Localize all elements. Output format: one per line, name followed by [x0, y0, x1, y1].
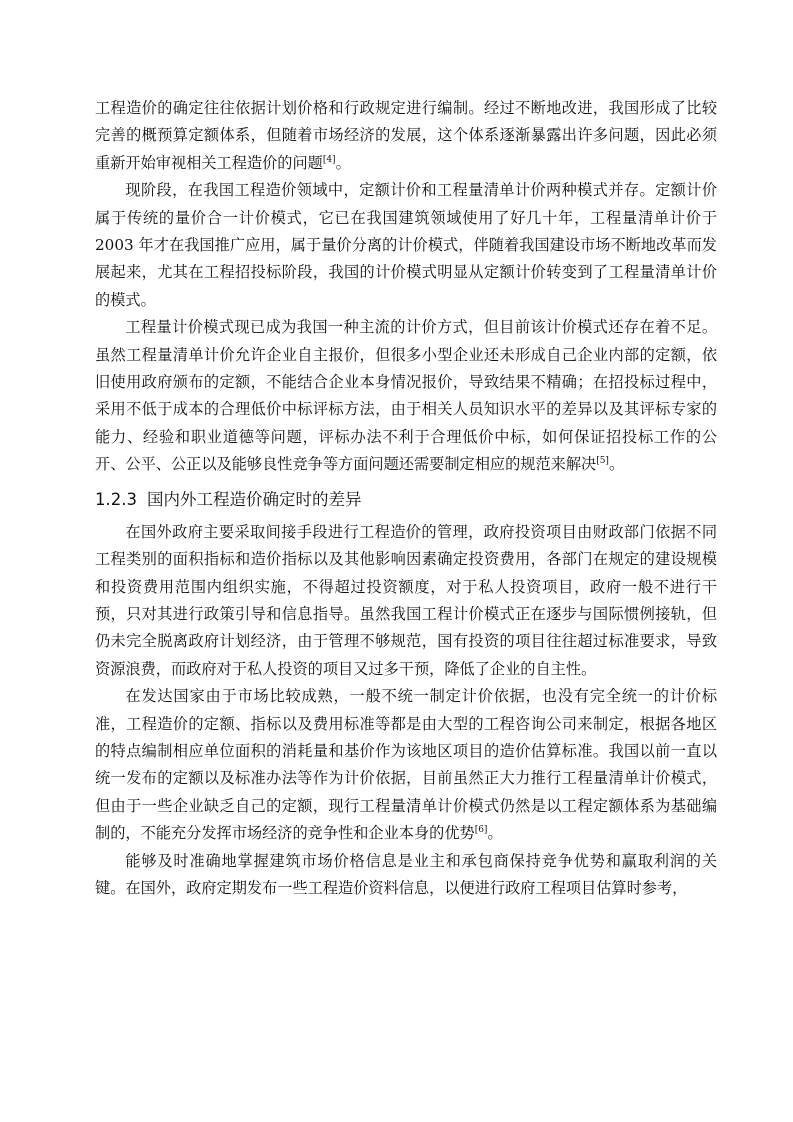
paragraph-2: 现阶段，在我国工程造价领域中，定额计价和工程量清单计价两种模式并存。定额计价属于传统的量价合一计价模式，它已在我国建筑领域使用了好几十年，工程量清单计价于 2003 年才在我国推广应用，属于量价分离的计价模式，伴随着我国建设市场不断地改革而发展起来，尤其在工程招投标阶段，我国的计价模式明显从定额计价转变到了工程量清单计价的模式。 — [95, 181, 717, 309]
paragraph-text: 工程造价的确定往往依据计划价格和行政规定进行编制。经过不断地改进，我国形成了比较完善的概预算定额体系，但随着市场经济的发展，这个体系逐渐暴露出许多问题，因此必须重新开始审视相关工程造价的问题 — [95, 99, 717, 172]
paragraph-1 — [95, 95, 717, 177]
section-heading — [95, 485, 717, 515]
section-title: 国内外工程造价确定时的差异 — [147, 489, 362, 509]
paragraph-text: 在发达国家由于市场比较成熟，一般不统一制定计价依据，也没有完全统一的计价标准，工程造价的定额、指标以及费用标准等都是由大型的工程咨询公司来制定，根据各地区的特点编制相应单位面积的消耗量和基价作为该地区项目的造价估算标准。我国以前一直以统一发布的定额以及标准办法等作为计价依据，目前虽然正大力推行工程量清单计价模式，但由于一些企业缺乏自己的定额，现行工程量清单计价模式仍然是以工程定额体系为基础编制的，不能充分发挥市场经济的竞争性和企业本身的优势 — [95, 687, 717, 843]
paragraph-text: 工程量计价模式现已成为我国一种主流的计价方式，但目前该计价模式还存在着不足。虽然工程量清单计价允许企业自主报价，但很多小型企业还未形成自己企业内部的定额，依旧使用政府颁布的定额，不能结合企业本身情况报价，导致结果不精确；在招投标过程中，采用不低于成本的合理低价中标评标方法，由于相关人员知识水平的差异以及其评标专家的能力、经验和职业道德等问题，评标办法不利于合理低价中标，如何保证招投标工作的公开、公平、公正以及能够良性竞争等方面问题还需要制定相应的规范来解决 — [95, 318, 717, 474]
paragraph-3 — [95, 314, 717, 478]
citation-ref: [4] — [322, 154, 336, 165]
paragraph-5 — [95, 683, 717, 847]
paragraph-end: 。 — [335, 153, 351, 172]
section-number: 1.2.3 — [95, 489, 137, 509]
citation-ref: [6] — [474, 825, 488, 836]
citation-ref: [5] — [596, 456, 609, 467]
paragraph-6: 能够及时准确地掌握建筑市场价格信息是业主和承包商保持竞争优势和赢取利润的关键。在国外，政府定期发布一些工程造价资料信息，以便进行政府工程项目估算时参考， — [95, 851, 717, 897]
paragraph-end: 。 — [487, 824, 503, 843]
page-body — [95, 95, 717, 902]
paragraph-end: 。 — [608, 455, 625, 474]
paragraph-4: 在国外政府主要采取间接手段进行工程造价的管理，政府投资项目由财政部门依据不同工程类别的面积指标和造价指标以及其他影响因素确定投资费用，各部门在规定的建设规模和投资费用范围内组织实施，不得超过投资额度，对于私人投资项目，政府一般不进行干预，只对其进行政策引导和信息指导。虽然我国工程计价模式正在逐步与国际惯例接轨，但仍未完全脱离政府计划经济，由于管理不够规范，国有投资的项目往往超过标准要求，导致资源浪费，而政府对于私人投资的项目又过多干预，降低了企业的自主性。 — [95, 522, 717, 678]
